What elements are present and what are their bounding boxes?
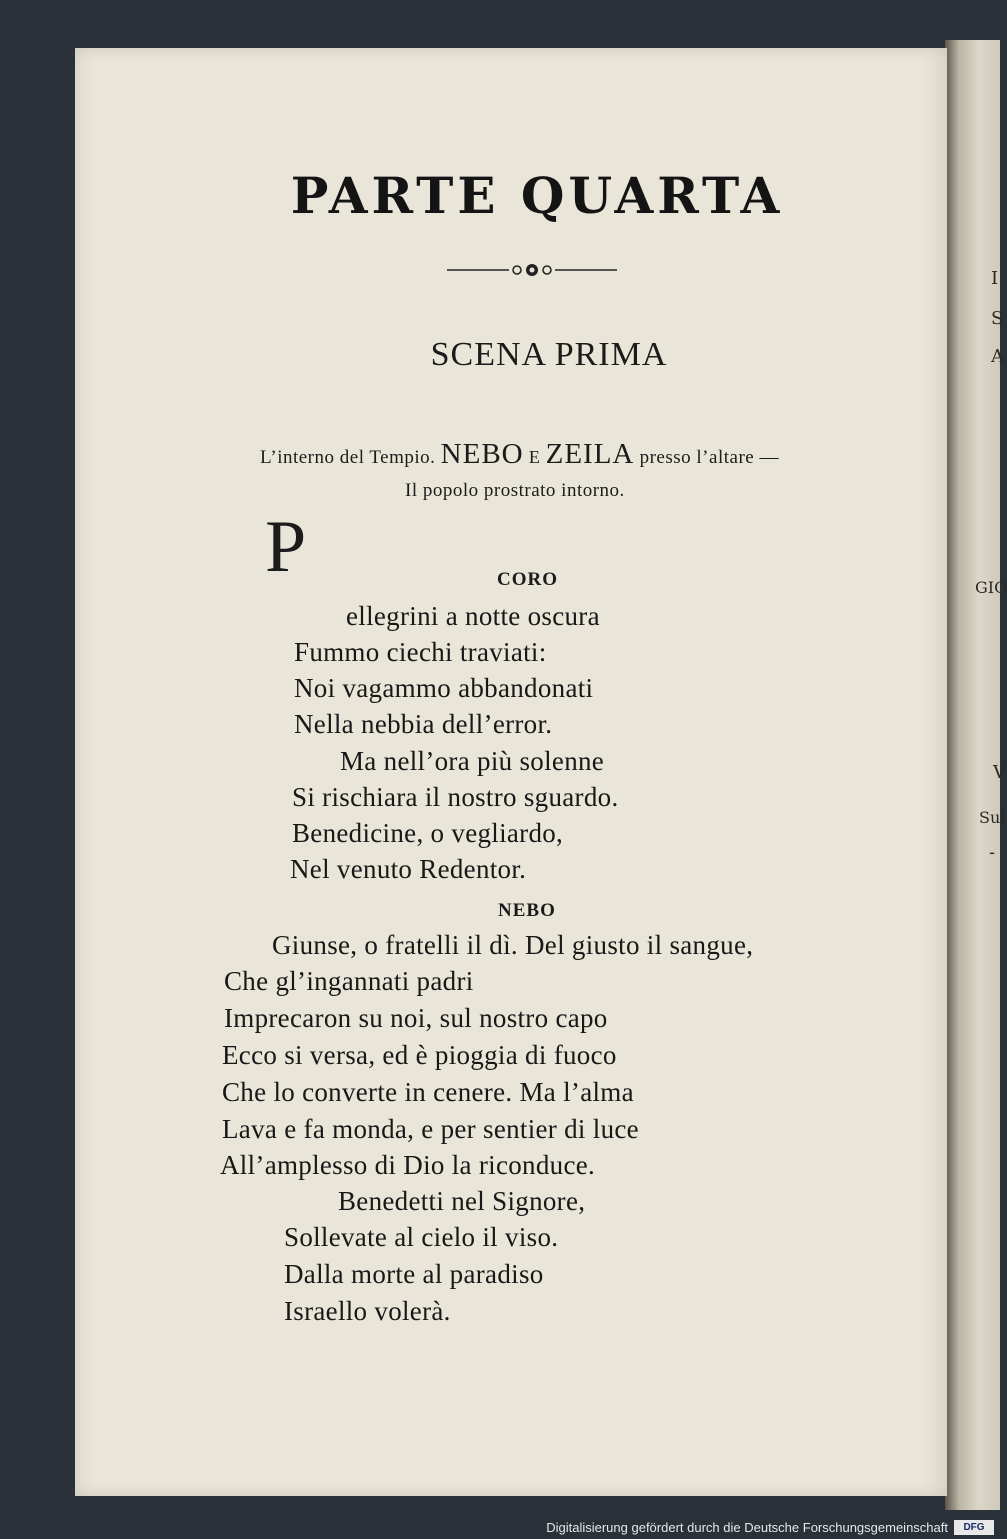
verse-line: Nel venuto Redentor.	[290, 854, 527, 884]
verse-line: Noi vagammo abbandonati	[294, 673, 594, 703]
stage-direction-line-1	[260, 438, 779, 471]
verse-line: Benedicine, o vegliardo,	[292, 818, 564, 848]
verse-line: Si rischiara il nostro sguardo.	[292, 782, 619, 812]
fragment-text: GIO	[975, 578, 1007, 597]
fragment-text: -	[989, 842, 996, 863]
fragment-text: Sul	[979, 808, 1006, 827]
fragment-text: S	[991, 308, 1004, 329]
verse-line: All’amplesso di Dio la riconduce.	[220, 1150, 596, 1180]
ornament-divider-icon	[447, 260, 617, 280]
verse-line: Che gl’ingannati padri	[224, 966, 474, 996]
stage-text: presso l’altare —	[639, 447, 779, 468]
verse-line: Imprecaron su noi, sul nostro capo	[224, 1003, 608, 1033]
verse-line: Sollevate al cielo il viso.	[284, 1222, 559, 1252]
fragment-text: V	[993, 762, 1006, 783]
verse-line: Israello volerà.	[284, 1296, 451, 1326]
verse-line: Che lo converte in cenere. Ma l’alma	[222, 1077, 634, 1107]
verse-line: Benedetti nel Signore,	[338, 1186, 586, 1216]
character-name: NEBO	[440, 438, 524, 470]
verse-line: Ma nell’ora più solenne	[340, 746, 605, 776]
drop-cap: P	[265, 506, 307, 588]
fragment-text: A	[991, 346, 1004, 367]
adjacent-page-edge	[945, 40, 1007, 1510]
page-title: PARTE QUARTA	[290, 166, 784, 225]
stage-direction-line-2: Il popolo prostrato intorno.	[405, 480, 625, 501]
verse-line: Dalla morte al paradiso	[284, 1259, 544, 1289]
verse-line: Giunse, o fratelli il dì. Del giusto il sangue,	[272, 930, 754, 960]
fragment-text: I	[991, 268, 999, 289]
dfg-logo: DFG	[954, 1520, 994, 1535]
stage-text: E	[528, 447, 541, 467]
scene-heading: SCENA PRIMA	[430, 336, 668, 373]
verse-line: ellegrini a notte oscura	[346, 601, 600, 631]
verse-line: Lava e fa monda, e per sentier di luce	[222, 1114, 639, 1144]
verse-line: Ecco si versa, ed è pioggia di fuoco	[222, 1040, 617, 1070]
speaker-label: CORO	[497, 569, 558, 590]
footer-credit: Digitalisierung gefördert durch die Deutsche Forschungsgemeinschaft	[546, 1520, 948, 1535]
verse-line: Nella nebbia dell’error.	[294, 709, 553, 739]
character-name: ZEILA	[545, 438, 635, 470]
speaker-label: NEBO	[498, 900, 556, 921]
verse-line: Fummo ciechi traviati:	[294, 637, 547, 667]
stage-text: L’interno del Tempio.	[260, 447, 436, 468]
